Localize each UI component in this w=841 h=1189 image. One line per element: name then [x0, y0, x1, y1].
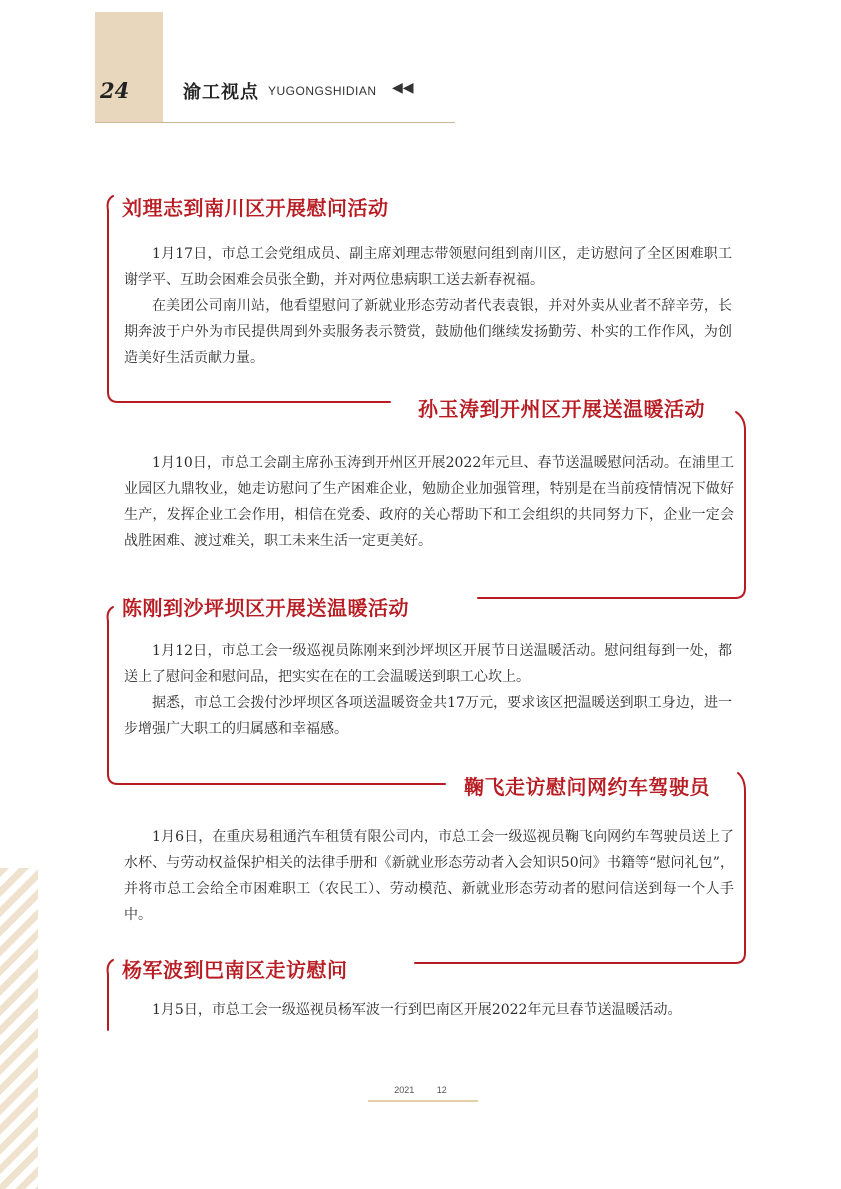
- paragraph: 1月10日，市总工会副主席孙玉涛到开州区开展2022年元旦、春节送温暖慰问活动。在浦里工业园区九鼎牧业，她走访慰问了生产困难企业，勉励企业加强管理，特别是在当前疫情情况下做好生产，发挥企业工会作用，相信在党委、政府的关心帮助下和工会组织的共同努力下，企业一定会战胜困难、渡过难关，职工未来生活一定更美好。: [124, 455, 734, 549]
- column-subtitle: YUGONGSHIDIAN: [268, 84, 377, 98]
- section-heading-5: 杨军波到巴南区走访慰问: [122, 958, 348, 982]
- footer-issue: 12: [436, 1085, 447, 1095]
- footer: [0, 1085, 841, 1095]
- frame-5: [108, 960, 113, 1030]
- paragraph: 1月17日，市总工会党组成员、副主席刘理志带领慰问组到南川区，走访慰问了全区困难职工谢学平、互助会困难会员张全勤，并对两位患病职工送去新春祝福。: [124, 246, 732, 288]
- paragraph: 在美团公司南川站，他看望慰问了新就业形态劳动者代表袁银，并对外卖从业者不辞辛劳，长期奔波于户外为市民提供周到外卖服务表示赞赏，鼓励他们继续发扬勤劳、朴实的工作作风，为创造美好生活贡献力量。: [124, 298, 732, 366]
- paragraph: 1月5日，市总工会一级巡视员杨军波一行到巴南区开展2022年元旦春节送温暖活动。: [152, 1002, 682, 1018]
- section-body-1: [124, 241, 732, 371]
- page-number: 24: [100, 78, 130, 103]
- double-arrow-left-icon: ◀◀: [392, 80, 414, 96]
- column-title: 渝工视点: [183, 82, 259, 103]
- footer-rule: [368, 1100, 478, 1102]
- paragraph: 1月12日，市总工会一级巡视员陈刚来到沙坪坝区开展节日送温暖活动。慰问组每到一处，都送上了慰问金和慰问品，把实实在在的工会温暖送到职工心坎上。: [124, 643, 732, 685]
- page-number-block: [95, 12, 163, 122]
- footer-year: 2021: [394, 1085, 415, 1095]
- section-heading-1: 刘理志到南川区开展慰问活动: [122, 196, 389, 220]
- header-rule: [95, 122, 455, 123]
- paragraph: 据悉，市总工会拨付沙坪坝区各项送温暖资金共17万元，要求该区把温暖送到职工身边，进一步增强广大职工的归属感和幸福感。: [124, 695, 732, 737]
- paragraph: 1月6日，在重庆易租通汽车租赁有限公司内，市总工会一级巡视员鞠飞向网约车驾驶员送上了水杯、与劳动权益保护相关的法律手册和《新就业形态劳动者入会知识50问》书籍等“慰问礼包”，并将市总工会给全市困难职工（农民工）、劳动模范、新就业形态劳动者的慰问信送到每一个人手中。: [124, 829, 734, 923]
- section-heading-3: 陈刚到沙坪坝区开展送温暖活动: [122, 596, 409, 620]
- decorative-stripes: [0, 868, 38, 1189]
- section-heading-4: 鞠飞走访慰问网约车驾驶员: [464, 775, 710, 799]
- section-heading-2: 孙玉涛到开州区开展送温暖活动: [418, 397, 705, 421]
- section-body-4: [124, 824, 734, 928]
- section-body-2: [124, 450, 734, 554]
- section-body-5: [124, 997, 736, 1023]
- section-body-3: [124, 638, 732, 742]
